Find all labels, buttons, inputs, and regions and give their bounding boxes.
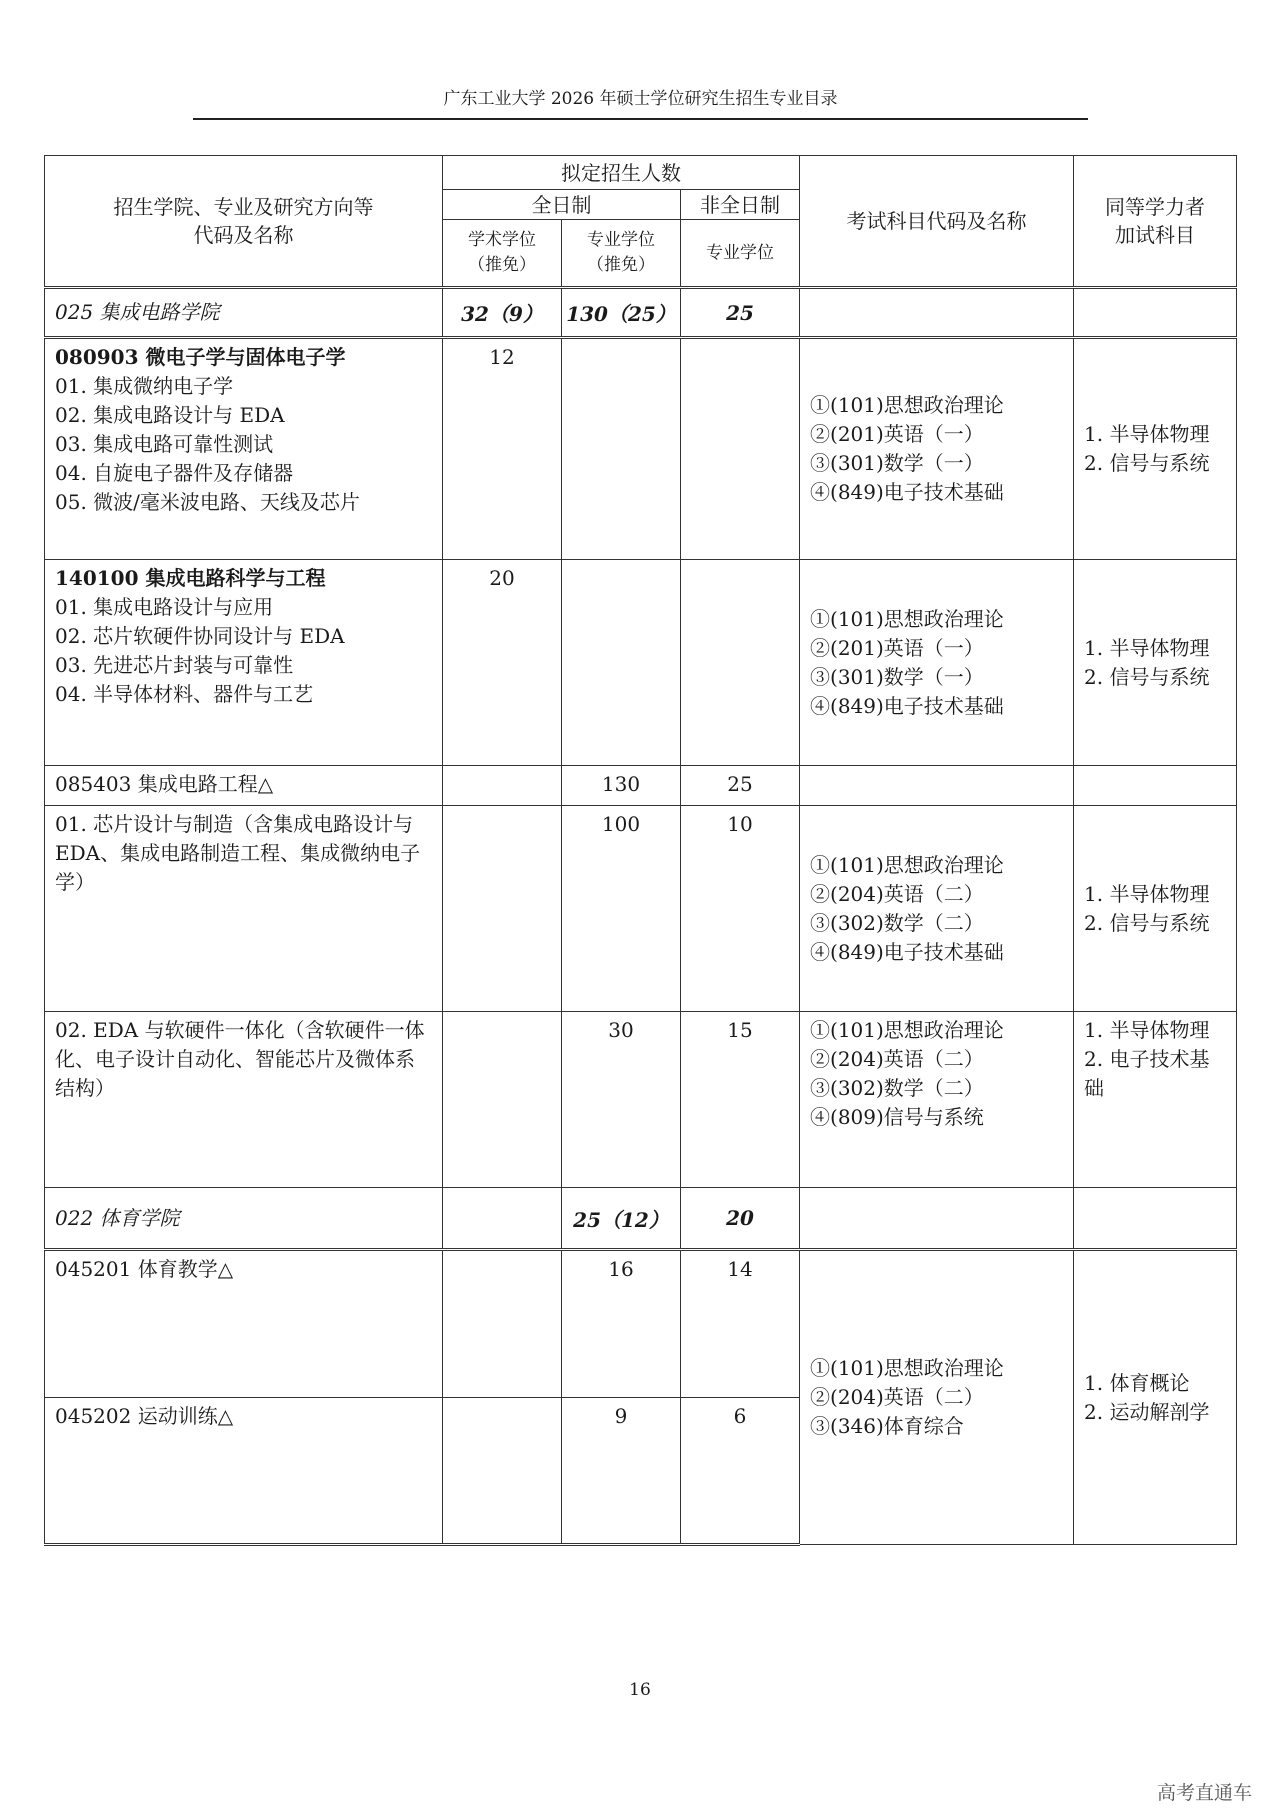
header-academic-degree: 学术学位 （推免）	[443, 220, 562, 288]
page-header: 广东工业大学 2026 年硕士学位研究生招生专业目录	[443, 89, 838, 109]
program-row	[45, 338, 1237, 560]
program-row	[45, 560, 1237, 766]
direction-item: 04. 半导体材料、器件与工艺	[55, 682, 314, 706]
professional-count: 100	[562, 806, 681, 1012]
academic-count: 20	[443, 560, 562, 766]
header-planned-count: 拟定招生人数	[443, 156, 800, 190]
academic-count: 32（9）	[443, 288, 562, 338]
academic-count: 12	[443, 338, 562, 560]
header-part-time: 非全日制	[681, 190, 800, 220]
part-time-count: 14	[681, 1250, 800, 1398]
professional-count: 130	[562, 766, 681, 806]
exam-subjects: ①(101)思想政治理论 ②(201)英语（一） ③(301)数学（一） ④(849)电子技术基础	[800, 338, 1074, 560]
direction-item: 05. 微波/毫米波电路、天线及芯片	[55, 490, 360, 514]
college-row	[45, 288, 1237, 338]
direction-item: 03. 集成电路可靠性测试	[55, 432, 274, 456]
catalog-table	[44, 155, 1237, 1546]
exam-subjects: ①(101)思想政治理论 ②(204)英语（二） ③(302)数学（二） ④(849)电子技术基础	[800, 806, 1074, 1012]
direction-text: 01. 芯片设计与制造（含集成电路设计与 EDA、集成电路制造工程、集成微纳电子学）	[45, 806, 443, 1012]
program-title: 045202 运动训练△	[45, 1398, 443, 1545]
program-cell	[45, 338, 443, 560]
extra-exams: 1. 半导体物理 2. 电子技术基础	[1074, 1012, 1237, 1188]
college-name: 022 体育学院	[45, 1188, 443, 1250]
header-extra-exams: 同等学力者 加试科目	[1074, 156, 1237, 288]
program-title: 140100 集成电路科学与工程	[55, 566, 326, 590]
direction-item: 03. 先进芯片封装与可靠性	[55, 653, 294, 677]
program-title: 080903 微电子学与固体电子学	[55, 345, 346, 369]
exam-subjects: ①(101)思想政治理论 ②(204)英语（二） ③(302)数学（二） ④(809)信号与系统	[800, 1012, 1074, 1188]
extra-exams: 1. 半导体物理 2. 信号与系统	[1074, 806, 1237, 1012]
extra-exams: 1. 半导体物理 2. 信号与系统	[1074, 560, 1237, 766]
college-name: 025 集成电路学院	[45, 288, 443, 338]
program-title: 085403 集成电路工程△	[45, 766, 443, 806]
direction-item: 01. 集成微纳电子学	[55, 374, 234, 398]
header-professional-degree-ft: 专业学位 （推免）	[562, 220, 681, 288]
header-exam-subjects: 考试科目代码及名称	[800, 156, 1074, 288]
watermark: 高考直通车	[1156, 1782, 1252, 1804]
professional-count: 25（12）	[562, 1188, 681, 1250]
direction-item: 01. 集成电路设计与应用	[55, 595, 274, 619]
page-number: 16	[629, 1680, 651, 1700]
program-cell	[45, 560, 443, 766]
header-program: 招生学院、专业及研究方向等 代码及名称	[45, 156, 443, 288]
part-time-count: 6	[681, 1398, 800, 1545]
program-row	[45, 766, 1237, 806]
professional-count: 30	[562, 1012, 681, 1188]
direction-item: 02. 集成电路设计与 EDA	[55, 403, 285, 427]
part-time-count: 25	[681, 766, 800, 806]
direction-row	[45, 806, 1237, 1012]
program-row	[45, 1250, 1237, 1398]
direction-text: 02. EDA 与软硬件一体化（含软硬件一体化、电子设计自动化、智能芯片及微体系结构）	[45, 1012, 443, 1188]
program-title: 045201 体育教学△	[45, 1250, 443, 1398]
direction-row	[45, 1012, 1237, 1188]
direction-item: 02. 芯片软硬件协同设计与 EDA	[55, 624, 345, 648]
professional-count: 130（25）	[562, 288, 681, 338]
header-rule	[193, 118, 1088, 120]
exam-subjects: ①(101)思想政治理论 ②(204)英语（二） ③(346)体育综合	[800, 1250, 1074, 1545]
part-time-count: 25	[681, 288, 800, 338]
extra-exams: 1. 半导体物理 2. 信号与系统	[1074, 338, 1237, 560]
college-row	[45, 1188, 1237, 1250]
part-time-count: 10	[681, 806, 800, 1012]
header-full-time: 全日制	[443, 190, 681, 220]
exam-subjects: ①(101)思想政治理论 ②(201)英语（一） ③(301)数学（一） ④(849)电子技术基础	[800, 560, 1074, 766]
direction-item: 04. 自旋电子器件及存储器	[55, 461, 294, 485]
extra-exams: 1. 体育概论 2. 运动解剖学	[1074, 1250, 1237, 1545]
professional-count: 16	[562, 1250, 681, 1398]
professional-count: 9	[562, 1398, 681, 1545]
part-time-count: 15	[681, 1012, 800, 1188]
part-time-count: 20	[681, 1188, 800, 1250]
header-professional-degree-pt: 专业学位	[681, 220, 800, 288]
